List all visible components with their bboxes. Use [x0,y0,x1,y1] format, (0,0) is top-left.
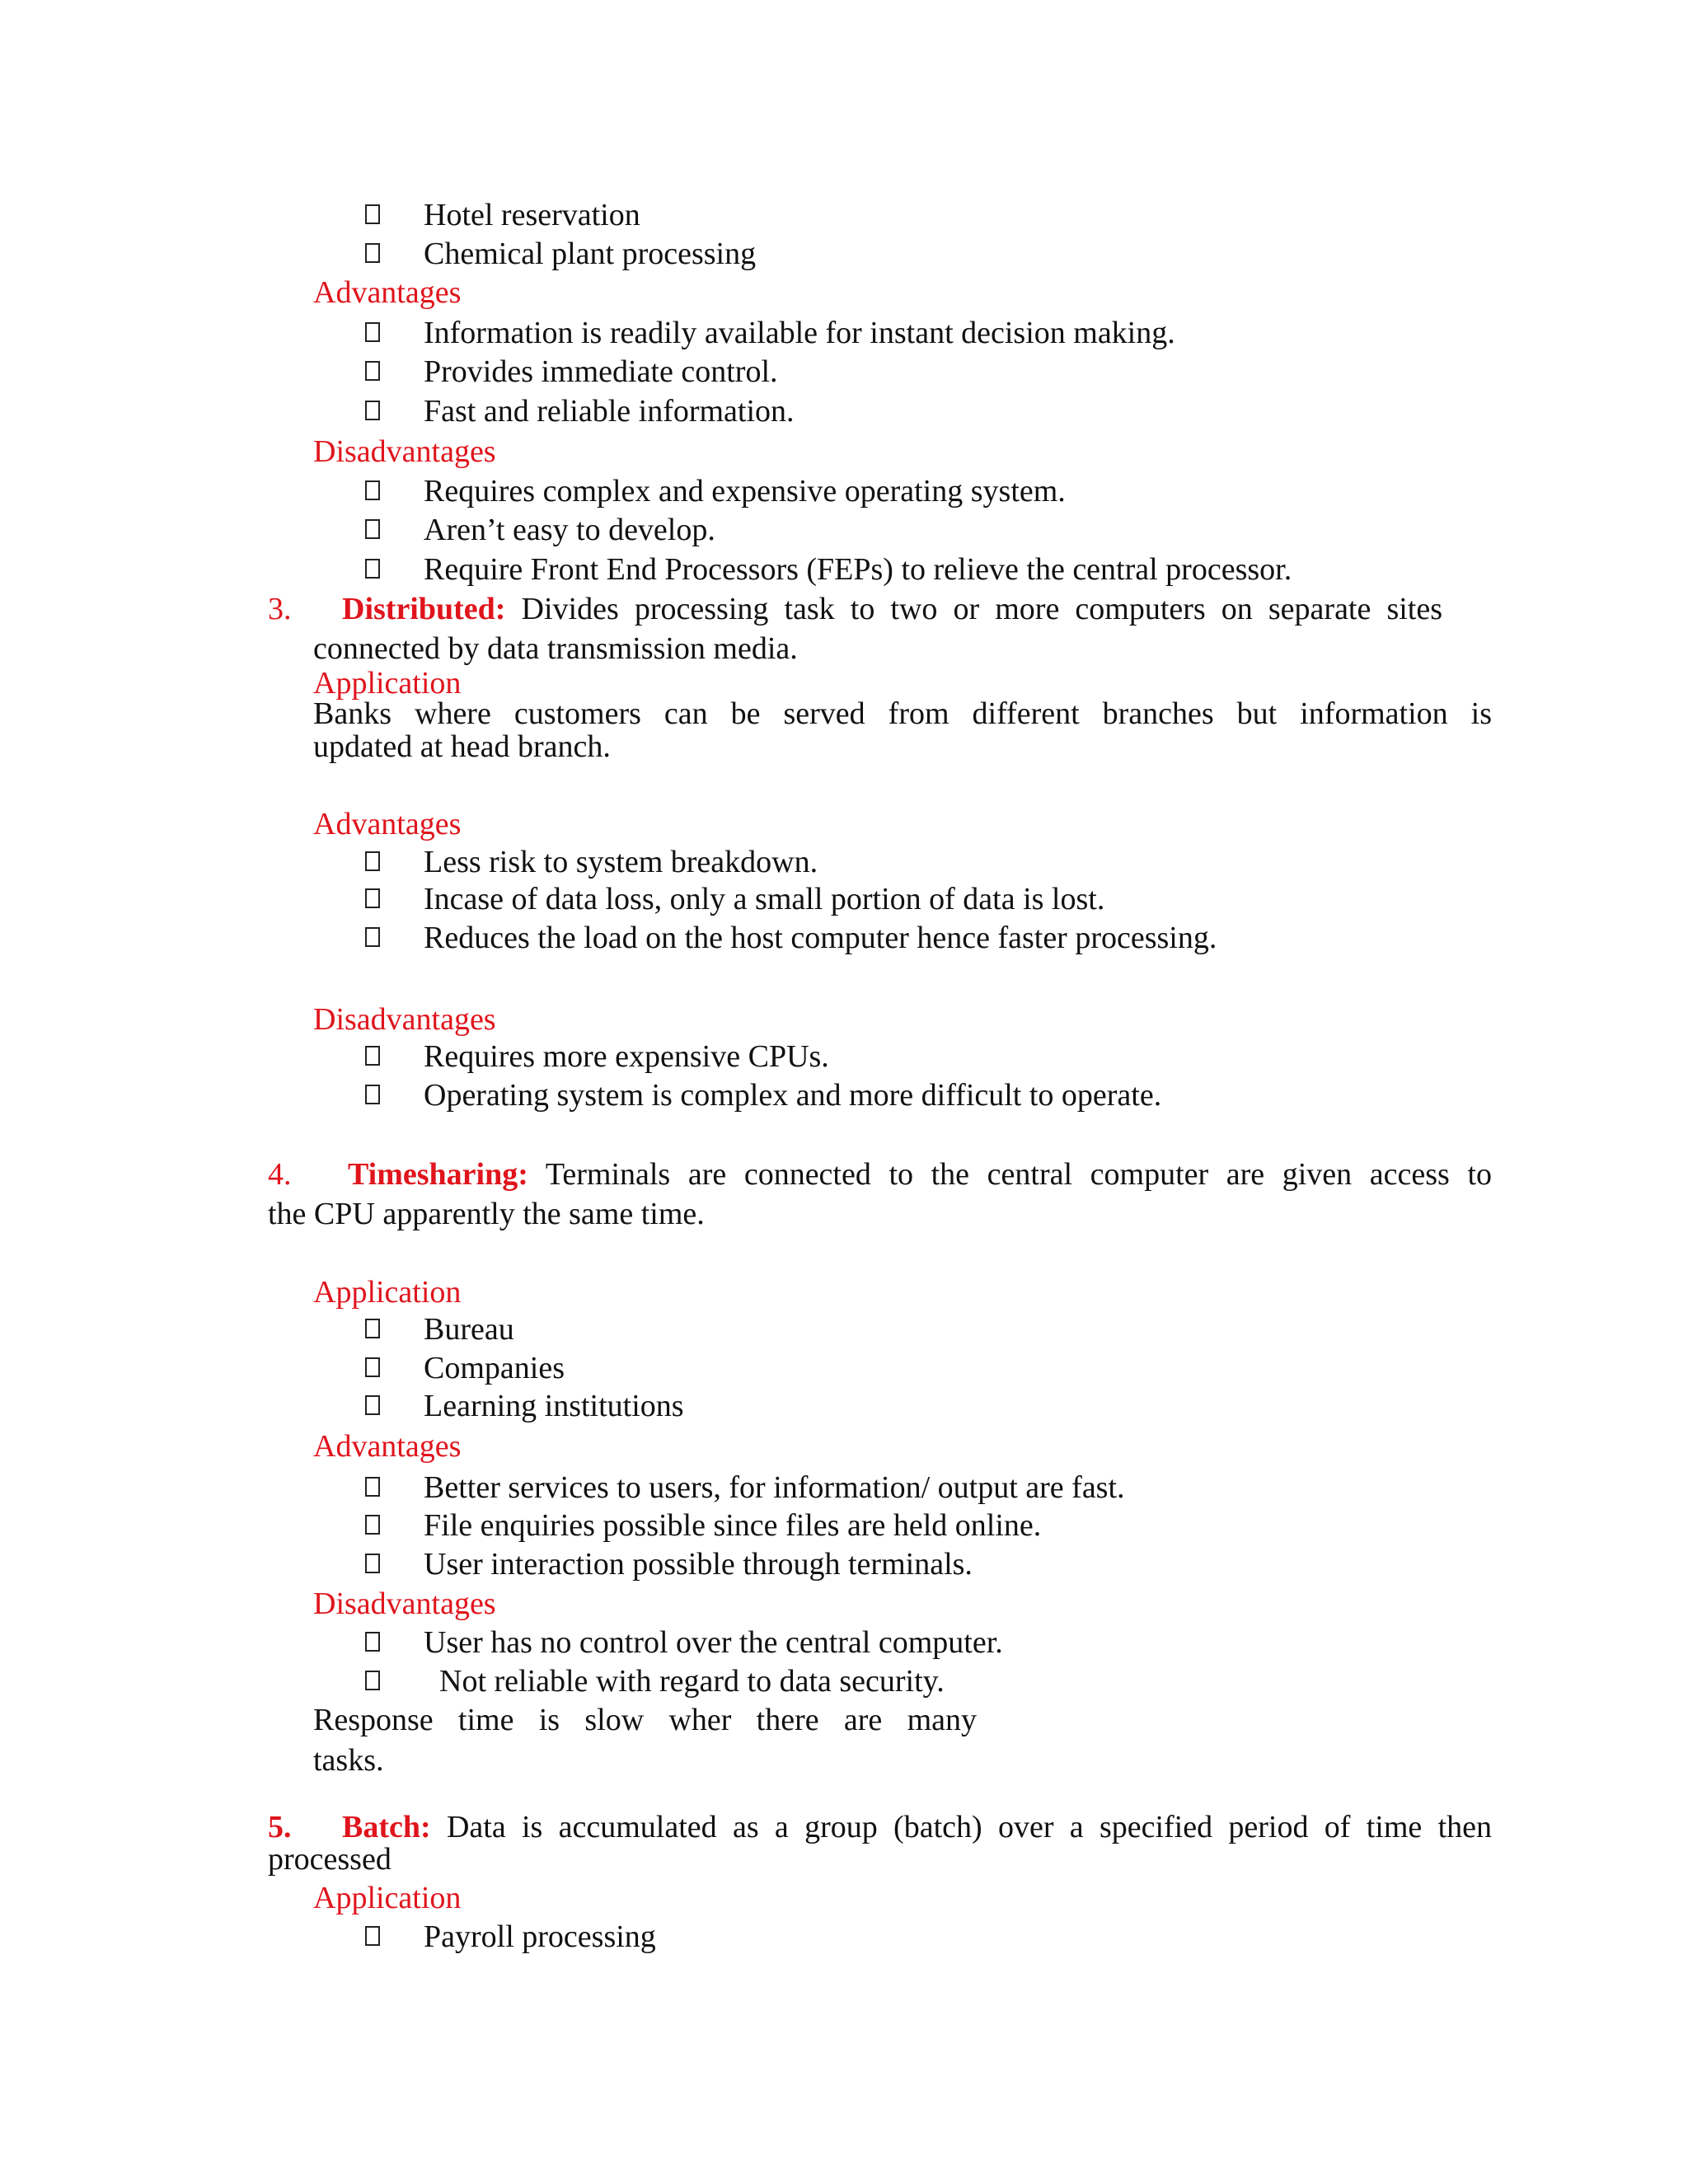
disadvantages-heading: Disadvantages [313,434,496,469]
checkbox-square-icon [365,1357,380,1377]
section-description-text: Terminals are connected to the central computer are given access to [545,1157,1492,1192]
section-title: Timesharing: [348,1157,528,1192]
advantages-heading: Advantages [313,1429,462,1464]
list-item-text: User interaction possible through terminals. [424,1547,973,1582]
checkbox-square-icon [365,927,380,947]
checkbox-square-icon [365,888,380,908]
checkbox-square-icon [365,322,380,342]
list-item-text: Not reliable with regard to data security. [439,1664,945,1699]
paragraph-cont: tasks. [313,1743,384,1778]
list-item-text: User has no control over the central computer. [424,1625,1003,1660]
checkbox-square-icon [365,1632,380,1652]
checkbox-square-icon [365,1477,380,1497]
checkbox-square-icon [365,1926,380,1946]
application-heading: Application [313,1881,462,1915]
application-heading: Application [313,666,462,701]
section-description-text: Data is accumulated as a group (batch) over a specified period of time then [446,1810,1493,1844]
list-item-text: Chemical plant processing [424,237,757,271]
advantages-heading: Advantages [313,807,462,841]
checkbox-square-icon [365,1671,380,1690]
list-item-text: Payroll processing [424,1919,656,1954]
checkbox-square-icon [365,1319,380,1338]
section-description [348,1159,1492,1191]
checkbox-square-icon [365,1515,380,1535]
list-item-text: Incase of data loss, only a small portion of data is lost. [424,882,1105,916]
list-item-text: Companies [424,1351,565,1385]
list-item-text: Require Front End Processors (FEPs) to relieve the central processor. [424,552,1292,587]
list-item-text: Aren’t easy to develop. [424,513,715,547]
section-description [342,1811,1492,1844]
checkbox-square-icon [365,243,380,263]
paragraph: Response time is slow wher there are many [313,1703,977,1737]
checkbox-square-icon [365,361,380,381]
section-description [342,593,1442,626]
checkbox-square-icon [365,1046,380,1066]
application-paragraph-cont: updated at head branch. [313,729,611,764]
checkbox-square-icon [365,401,380,420]
list-item-text: Learning institutions [424,1389,684,1423]
section-description-cont: the CPU apparently the same time. [268,1197,705,1231]
section-title: Distributed: [342,592,506,626]
list-item-text: Bureau [424,1312,514,1347]
advantages-heading: Advantages [313,275,462,310]
disadvantages-heading: Disadvantages [313,1002,496,1037]
checkbox-square-icon [365,851,380,871]
section-description-text: Divides processing task to two or more computers on separate sites [521,592,1443,626]
list-item-text: Better services to users, for information/ output are fast. [424,1470,1125,1505]
list-item-text: Fast and reliable information. [424,394,795,429]
checkbox-square-icon [365,519,380,539]
section-title: Batch: [342,1810,431,1844]
list-item-text: Information is readily available for instant decision making. [424,316,1175,350]
list-item-text: Hotel reservation [424,198,640,232]
list-item-text: Less risk to system breakdown. [424,845,818,879]
list-item-text: Reduces the load on the host computer hence faster processing. [424,921,1217,955]
section-description-cont: processed [268,1842,392,1877]
list-item-text: Provides immediate control. [424,354,778,389]
section-description-cont: connected by data transmission media. [313,631,798,666]
section-number: 4. [268,1157,292,1192]
disadvantages-heading: Disadvantages [313,1586,496,1621]
list-item-text: Requires more expensive CPUs. [424,1039,829,1074]
application-heading: Application [313,1275,462,1310]
checkbox-square-icon [365,1085,380,1104]
list-item-text: Requires complex and expensive operating system. [424,474,1066,509]
checkbox-square-icon [365,559,380,579]
application-paragraph: Banks where customers can be served from different branches but information is [313,696,1492,731]
checkbox-square-icon [365,480,380,500]
section-number: 3. [268,592,292,626]
list-item-text: File enquiries possible since files are held online. [424,1508,1042,1543]
checkbox-square-icon [365,1395,380,1415]
section-number: 5. [268,1810,292,1844]
checkbox-square-icon [365,1554,380,1573]
checkbox-square-icon [365,204,380,224]
list-item-text: Operating system is complex and more difficult to operate. [424,1078,1162,1113]
